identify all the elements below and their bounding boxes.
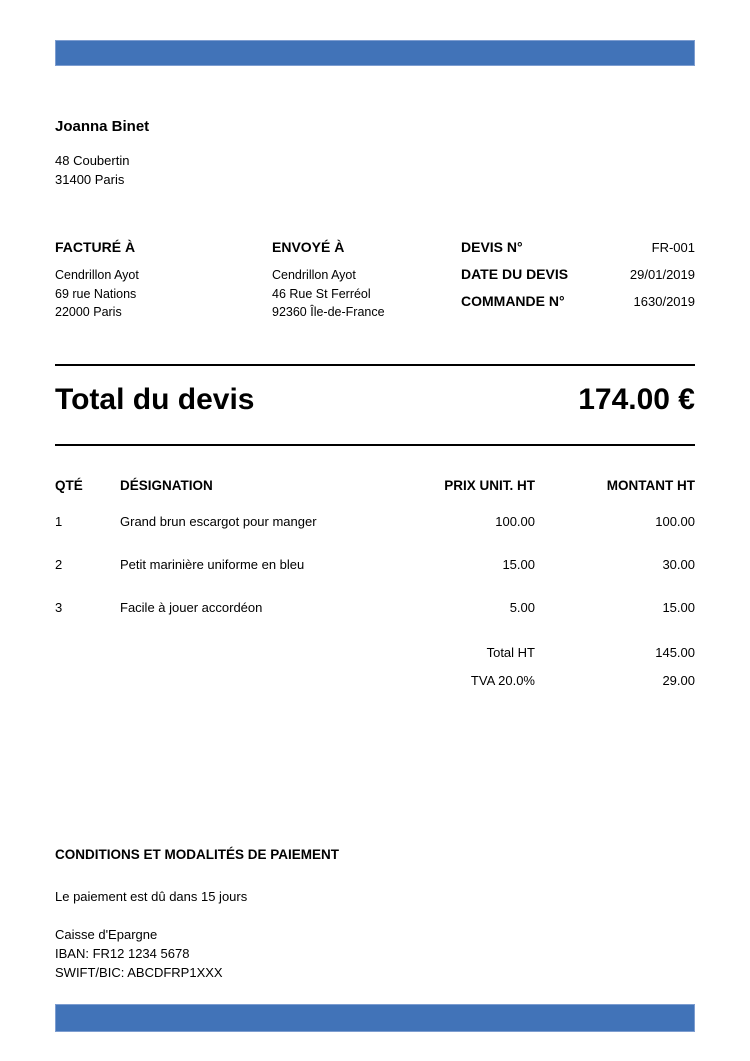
table-row bbox=[55, 594, 695, 622]
tva-label: TVA 20.0% bbox=[470, 672, 535, 688]
header-designation: DÉSIGNATION bbox=[120, 477, 213, 493]
billed-to-label: FACTURÉ À bbox=[55, 239, 136, 255]
order-number-value: 1630/2019 bbox=[633, 294, 695, 309]
sender-address-line2: 31400 Paris bbox=[55, 172, 125, 187]
top-accent-bar bbox=[55, 40, 695, 66]
item-qty: 3 bbox=[55, 599, 63, 615]
payment-terms: Le paiement est dû dans 15 jours bbox=[55, 889, 248, 904]
items-table-header bbox=[55, 478, 695, 493]
quote-number-row bbox=[461, 239, 695, 266]
header-unit-price: PRIX UNIT. HT bbox=[444, 477, 535, 493]
bank-details bbox=[55, 925, 695, 982]
sender-name: Joanna Binet bbox=[55, 118, 150, 135]
shipped-to-label: ENVOYÉ À bbox=[272, 239, 345, 255]
total-ht-row bbox=[55, 639, 695, 667]
shipped-to-line: 46 Rue St Ferréol bbox=[272, 286, 371, 301]
shipped-to-block bbox=[272, 239, 461, 322]
quote-number-value: FR-001 bbox=[651, 240, 695, 255]
total-ht-value: 145.00 bbox=[655, 644, 695, 660]
totals-block bbox=[55, 639, 695, 695]
items-table bbox=[55, 478, 695, 695]
divider-bottom bbox=[55, 444, 695, 446]
bank-name: Caisse d'Epargne bbox=[55, 927, 158, 942]
shipped-to-line: Cendrillon Ayot bbox=[272, 268, 356, 282]
quote-meta-block bbox=[461, 239, 695, 322]
billed-to-line: Cendrillon Ayot bbox=[55, 268, 139, 282]
invoice-info-row bbox=[55, 239, 695, 322]
header-qty: QTÉ bbox=[55, 477, 83, 493]
quote-date-label: DATE DU DEVIS bbox=[461, 266, 569, 282]
sender-address bbox=[55, 151, 695, 189]
header-amount: MONTANT HT bbox=[606, 477, 695, 493]
item-qty: 2 bbox=[55, 556, 63, 572]
item-designation: Grand brun escargot pour manger bbox=[120, 513, 317, 529]
order-number-row bbox=[461, 293, 695, 320]
billed-to-line: 69 rue Nations bbox=[55, 286, 137, 301]
item-unit-price: 100.00 bbox=[495, 513, 535, 529]
item-amount: 30.00 bbox=[662, 556, 695, 572]
item-designation: Facile à jouer accordéon bbox=[120, 599, 263, 615]
divider-top bbox=[55, 364, 695, 366]
tva-value: 29.00 bbox=[662, 672, 695, 688]
sender-address-line1: 48 Coubertin bbox=[55, 153, 130, 168]
item-unit-price: 5.00 bbox=[509, 599, 535, 615]
total-banner-title: Total du devis bbox=[55, 382, 255, 416]
total-banner bbox=[55, 381, 695, 418]
item-qty: 1 bbox=[55, 513, 63, 529]
table-row bbox=[55, 551, 695, 579]
order-number-label: COMMANDE N° bbox=[461, 293, 565, 309]
total-ht-label: Total HT bbox=[486, 644, 535, 660]
shipped-to-line: 92360 Île-de-France bbox=[272, 305, 385, 319]
bottom-accent-bar bbox=[55, 1004, 695, 1032]
bank-iban: IBAN: FR12 1234 5678 bbox=[55, 946, 190, 961]
table-row bbox=[55, 508, 695, 536]
item-unit-price: 15.00 bbox=[502, 556, 535, 572]
bank-swift-bic: SWIFT/BIC: ABCDFRP1XXX bbox=[55, 965, 223, 980]
payment-conditions-block bbox=[55, 847, 695, 982]
billed-to-block bbox=[55, 239, 272, 322]
item-amount: 15.00 bbox=[662, 599, 695, 615]
item-designation: Petit marinière uniforme en bleu bbox=[120, 556, 305, 572]
tva-row bbox=[55, 667, 695, 695]
billed-to-line: 22000 Paris bbox=[55, 305, 122, 319]
quote-date-value: 29/01/2019 bbox=[629, 267, 695, 282]
quote-number-label: DEVIS N° bbox=[461, 239, 523, 255]
item-amount: 100.00 bbox=[655, 513, 695, 529]
total-banner-amount: 174.00 € bbox=[578, 382, 695, 416]
payment-conditions-title: CONDITIONS ET MODALITÉS DE PAIEMENT bbox=[55, 847, 340, 862]
quote-date-row bbox=[461, 266, 695, 293]
